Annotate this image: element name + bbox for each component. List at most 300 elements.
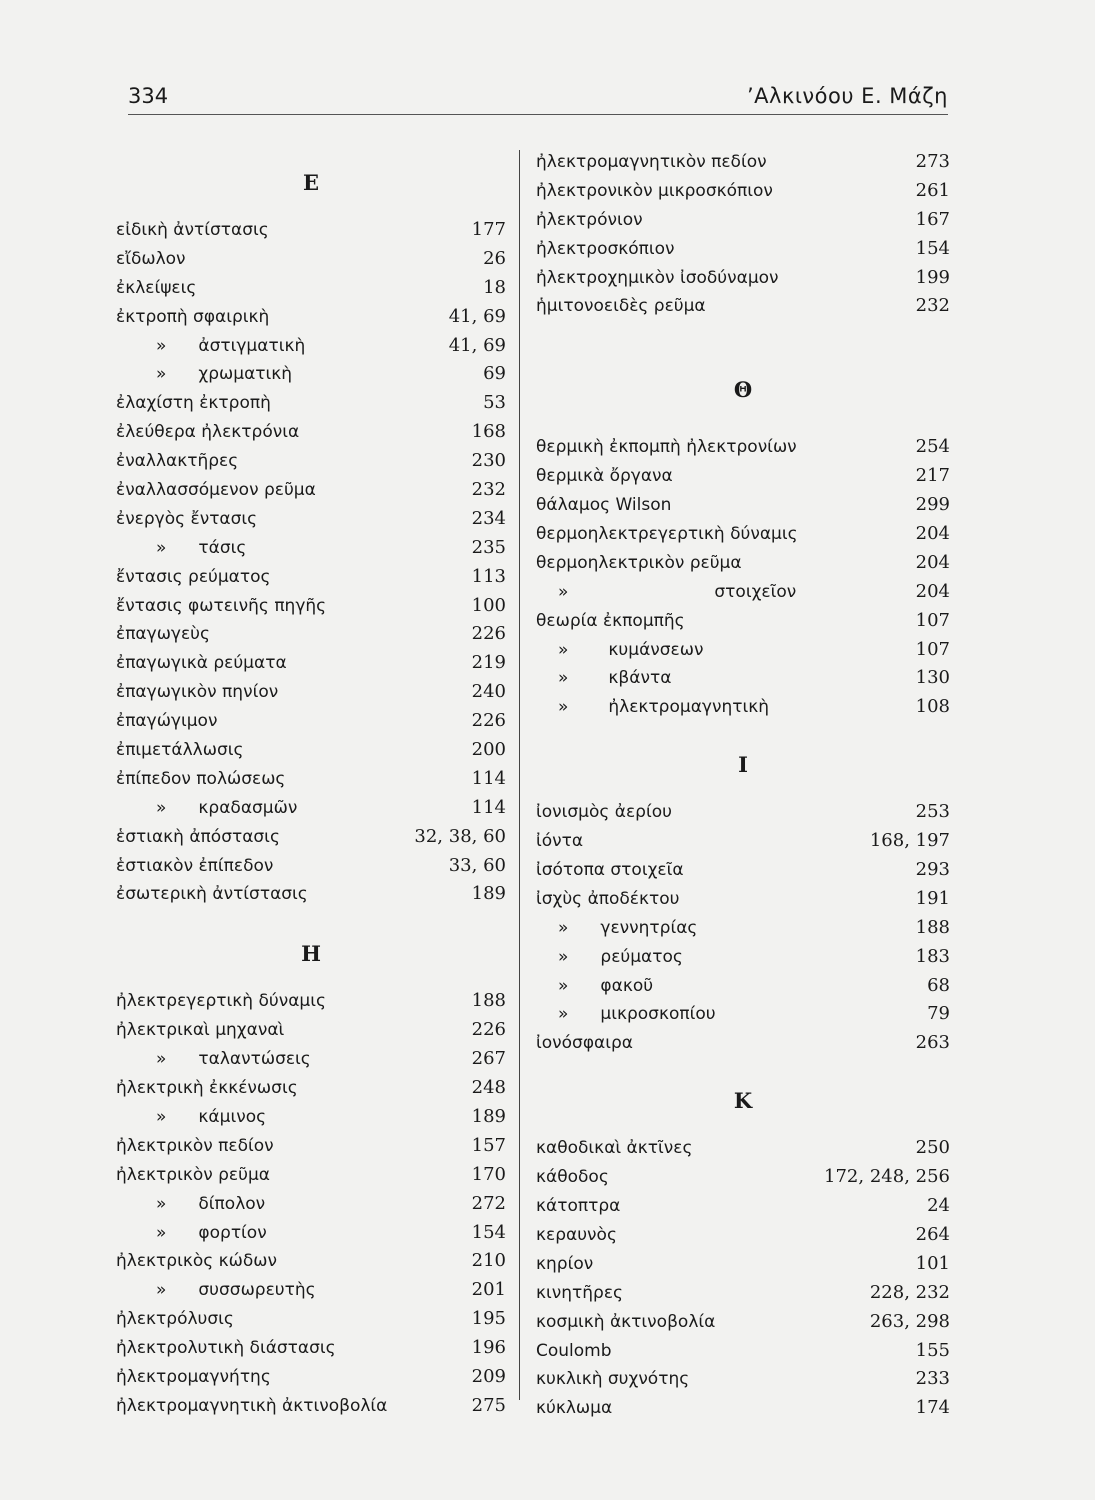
entry-pages: 100 bbox=[471, 594, 506, 616]
section-letter: Ι bbox=[738, 751, 748, 777]
entry-pages: 254 bbox=[915, 436, 950, 458]
entry-pages: 263, 298 bbox=[869, 1310, 950, 1332]
entry-term-group bbox=[536, 177, 773, 206]
entry-pages: 69 bbox=[483, 363, 506, 385]
index-entry bbox=[536, 1000, 950, 1029]
index-entry bbox=[536, 1221, 950, 1250]
index-entry bbox=[536, 264, 950, 293]
entry-pages: 233 bbox=[915, 1368, 950, 1390]
entry-pages: 167 bbox=[915, 208, 950, 230]
index-entry bbox=[116, 1161, 506, 1190]
entry-term: ἠλεκτρικὸν πεδίον bbox=[116, 1135, 274, 1156]
index-entry bbox=[116, 736, 506, 765]
index-entry bbox=[536, 491, 950, 520]
entry-term: ἐλεύθερα ἠλεκτρόνια bbox=[116, 422, 300, 443]
entry-pages: 204 bbox=[915, 523, 950, 545]
entry-term-group bbox=[116, 505, 257, 534]
ditto-mark: » bbox=[156, 1193, 167, 1214]
index-entry bbox=[536, 1029, 950, 1058]
index-entry bbox=[116, 765, 506, 794]
index-entry bbox=[536, 1337, 950, 1366]
index-entry bbox=[536, 433, 950, 462]
entry-term: φακοῦ bbox=[600, 975, 654, 996]
entry-pages: 68 bbox=[927, 974, 950, 996]
index-entry bbox=[536, 1250, 950, 1279]
entry-term-group bbox=[536, 491, 671, 520]
entry-pages: 189 bbox=[471, 1105, 506, 1127]
entry-term: ἔντασις ρεύματος bbox=[116, 566, 271, 587]
entry-term-group bbox=[536, 1279, 623, 1308]
entry-term: θάλαμος Wilson bbox=[536, 495, 672, 516]
entry-term-group bbox=[116, 880, 308, 909]
index-entry bbox=[536, 856, 950, 885]
ditto-mark: » bbox=[156, 797, 167, 818]
ditto-mark: » bbox=[558, 668, 569, 689]
entry-term-group bbox=[536, 1250, 593, 1279]
entry-term: ἐπαγωγικὸν πηνίον bbox=[116, 682, 279, 703]
entry-pages: 168, 197 bbox=[869, 830, 950, 852]
index-entry bbox=[536, 1134, 950, 1163]
entry-term: κεραυνὸς bbox=[536, 1224, 617, 1245]
entry-term: ἀστιγματικὴ bbox=[198, 335, 306, 356]
index-entry bbox=[536, 1279, 950, 1308]
entry-pages: 209 bbox=[471, 1365, 506, 1387]
index-entry bbox=[116, 1334, 506, 1363]
index-entry bbox=[116, 476, 506, 505]
entry-term: ἑστιακὸν ἐπίπεδον bbox=[116, 855, 274, 876]
index-entry bbox=[536, 943, 950, 972]
entry-term-group bbox=[536, 856, 684, 885]
entry-pages: 204 bbox=[915, 551, 950, 573]
entry-pages: 18 bbox=[483, 276, 506, 298]
entry-term: εἰδικὴ ἀντίστασις bbox=[116, 220, 269, 240]
entry-term: ταλαντώσεις bbox=[198, 1049, 311, 1070]
entry-term-group bbox=[558, 914, 697, 943]
ditto-mark: » bbox=[156, 364, 167, 385]
entry-pages: 235 bbox=[471, 536, 506, 558]
index-entry bbox=[116, 1392, 506, 1421]
entry-term-group bbox=[536, 433, 797, 462]
entry-term-group bbox=[536, 827, 583, 856]
index-entry bbox=[116, 1103, 506, 1132]
entry-term-group bbox=[156, 1190, 265, 1219]
ditto-mark: » bbox=[156, 335, 167, 356]
entry-term-group bbox=[558, 578, 796, 607]
index-entry bbox=[116, 1363, 506, 1392]
entry-pages: 272 bbox=[471, 1192, 506, 1214]
entry-pages: 232 bbox=[915, 295, 950, 317]
entry-term-group bbox=[116, 1392, 387, 1421]
entry-pages: 108 bbox=[915, 696, 950, 718]
entry-pages: 26 bbox=[483, 247, 506, 269]
entry-pages: 200 bbox=[471, 739, 506, 761]
index-column-right bbox=[536, 148, 950, 1423]
entry-term-group bbox=[536, 1365, 689, 1394]
entry-term: ἐκλείψεις bbox=[116, 277, 197, 298]
entry-term-group bbox=[116, 274, 196, 303]
entry-term: κυκλικὴ συχνότης bbox=[536, 1369, 690, 1390]
entry-term-group bbox=[536, 1163, 609, 1192]
entry-pages: 267 bbox=[471, 1048, 506, 1070]
entry-term: ρεύματος bbox=[600, 946, 683, 967]
entry-term: ἠλεκτρομαγνητικὴ bbox=[608, 697, 770, 718]
ditto-mark: » bbox=[156, 1222, 167, 1243]
index-entry bbox=[116, 707, 506, 736]
entry-term-group bbox=[536, 292, 706, 321]
entry-pages: 240 bbox=[471, 681, 506, 703]
index-entry bbox=[536, 177, 950, 206]
index-column-left bbox=[116, 148, 506, 1421]
entry-term: ἑστιακὴ ἀπόστασις bbox=[116, 826, 280, 847]
index-entry bbox=[536, 1163, 950, 1192]
entry-term-group bbox=[116, 649, 287, 678]
section-letter: Θ bbox=[733, 376, 753, 402]
entry-term: γεννητρίας bbox=[600, 917, 698, 938]
index-entry bbox=[116, 987, 506, 1016]
entry-pages: 226 bbox=[471, 1019, 506, 1041]
entry-pages: 253 bbox=[915, 801, 950, 823]
entry-term: θερμοηλεκτρεγερτικὴ δύναμις bbox=[536, 524, 798, 545]
entry-term-group bbox=[156, 534, 246, 563]
entry-term-group bbox=[536, 549, 742, 578]
entry-term-group bbox=[116, 707, 217, 736]
entry-term-group bbox=[116, 447, 238, 476]
index-entry bbox=[536, 972, 950, 1001]
index-entry bbox=[536, 1365, 950, 1394]
entry-term-group bbox=[536, 235, 675, 264]
entry-term: ἐναλλασσόμενον ρεῦμα bbox=[116, 480, 316, 501]
entry-term: ἠλεκτρεγερτικὴ δύναμις bbox=[116, 991, 326, 1012]
entry-term: ἠλεκτρονικὸν μικροσκόπιον bbox=[536, 180, 773, 201]
entry-pages: 157 bbox=[471, 1134, 506, 1156]
entry-term: ἠλεκτρολυτικὴ διάστασις bbox=[116, 1338, 336, 1359]
index-entry bbox=[116, 274, 506, 303]
entry-pages: 174 bbox=[915, 1397, 950, 1419]
entry-pages: 196 bbox=[471, 1337, 506, 1359]
entry-term-group bbox=[116, 736, 243, 765]
entry-pages: 188 bbox=[471, 990, 506, 1012]
section-letter: Κ bbox=[733, 1087, 753, 1113]
index-entry bbox=[536, 520, 950, 549]
entry-pages: 168 bbox=[471, 421, 506, 443]
index-entry bbox=[536, 578, 950, 607]
entry-term: τάσις bbox=[198, 537, 247, 558]
entry-term: ἠλεκτροσκόπιον bbox=[536, 238, 675, 259]
entry-term: κηρίον bbox=[536, 1253, 594, 1274]
entry-term-group bbox=[536, 148, 767, 177]
entry-pages: 155 bbox=[915, 1339, 950, 1361]
entry-term: θερμοηλεκτρικὸν ρεῦμα bbox=[536, 552, 742, 573]
entry-term: ἐπαγωγικὰ ρεύματα bbox=[116, 653, 287, 674]
entry-pages: 130 bbox=[915, 667, 950, 689]
ditto-mark: » bbox=[558, 917, 569, 938]
entry-term: ἠλεκτρόλυσις bbox=[116, 1309, 234, 1330]
index-entry bbox=[116, 447, 506, 476]
entry-term-group bbox=[536, 1394, 612, 1423]
index-entry bbox=[116, 534, 506, 563]
entry-term: στοιχεῖον bbox=[714, 581, 797, 602]
index-entry bbox=[116, 592, 506, 621]
entry-term-group bbox=[156, 1045, 311, 1074]
index-entry bbox=[536, 462, 950, 491]
entry-pages: 191 bbox=[915, 887, 950, 909]
entry-pages: 226 bbox=[471, 623, 506, 645]
entry-term: ἐναλλακτῆρες bbox=[116, 451, 239, 472]
page-header bbox=[128, 84, 948, 115]
entry-term: ἠλεκτρικὸν ρεῦμα bbox=[116, 1164, 270, 1185]
index-entry bbox=[116, 678, 506, 707]
entry-term-group bbox=[116, 1161, 270, 1190]
entry-term: ἐπιμετάλλωσις bbox=[116, 740, 244, 761]
entry-term-group bbox=[116, 1305, 234, 1334]
entry-term: ἐνεργὸς ἔντασις bbox=[116, 508, 258, 529]
entry-term-group bbox=[536, 1337, 612, 1366]
entry-term: ἠλεκτρομαγνήτης bbox=[116, 1366, 271, 1387]
entry-term: θερμικὰ ὄργανα bbox=[536, 466, 673, 487]
entry-term: δίπολον bbox=[198, 1193, 266, 1214]
entry-pages: 210 bbox=[471, 1250, 506, 1272]
index-entry bbox=[116, 1305, 506, 1334]
entry-term-group bbox=[536, 798, 672, 827]
ditto-mark: » bbox=[156, 1280, 167, 1301]
entry-term: Coulomb bbox=[536, 1340, 612, 1361]
entry-term-group bbox=[116, 678, 278, 707]
entry-term-group bbox=[116, 592, 326, 621]
index-entry bbox=[116, 505, 506, 534]
entry-term-group bbox=[156, 1219, 267, 1248]
entry-term-group bbox=[116, 476, 316, 505]
entry-term: ἰονισμὸς ἀερίου bbox=[536, 802, 672, 823]
entry-term-group bbox=[156, 360, 292, 389]
entry-pages: 177 bbox=[471, 219, 506, 240]
entry-term-group bbox=[536, 1192, 620, 1221]
entry-term-group bbox=[536, 1134, 692, 1163]
entry-pages: 107 bbox=[915, 638, 950, 660]
entry-term: κβάντα bbox=[608, 668, 672, 689]
entry-pages: 273 bbox=[915, 151, 950, 172]
entry-pages: 101 bbox=[915, 1252, 950, 1274]
index-entry bbox=[536, 549, 950, 578]
entry-term: κάμινος bbox=[198, 1106, 267, 1127]
section-letter: Ε bbox=[302, 169, 319, 195]
entry-term: κάθοδος bbox=[536, 1167, 609, 1188]
entry-pages: 299 bbox=[915, 494, 950, 516]
index-entry bbox=[116, 1045, 506, 1074]
entry-term: συσσωρευτὴς bbox=[198, 1280, 316, 1301]
ditto-mark: » bbox=[558, 639, 569, 660]
entry-term: μικροσκοπίου bbox=[600, 1004, 716, 1025]
entry-term-group bbox=[116, 1363, 271, 1392]
page-number: 334 bbox=[128, 84, 169, 108]
entry-term: ἡμιτονοειδὲς ρεῦμα bbox=[536, 296, 706, 317]
index-entry bbox=[116, 649, 506, 678]
index-entry bbox=[536, 885, 950, 914]
entry-term-group bbox=[116, 563, 271, 592]
entry-term-group bbox=[536, 520, 798, 549]
entry-term: ἐπαγώγιμον bbox=[116, 711, 218, 732]
entry-pages: 234 bbox=[471, 507, 506, 529]
index-section bbox=[116, 919, 506, 1420]
index-entry bbox=[116, 563, 506, 592]
index-entry bbox=[536, 607, 950, 636]
running-title: ’Αλκινόου Ε. Μάζη bbox=[746, 84, 948, 108]
entry-pages: 204 bbox=[915, 580, 950, 602]
entry-pages: 201 bbox=[471, 1279, 506, 1301]
entry-term-group bbox=[156, 332, 305, 361]
entry-term-group bbox=[536, 885, 680, 914]
entry-term-group bbox=[558, 693, 769, 722]
entry-term-group bbox=[116, 620, 210, 649]
entry-term-group bbox=[116, 1132, 274, 1161]
entry-pages: 41, 69 bbox=[448, 334, 506, 356]
index-entry bbox=[116, 880, 506, 909]
entry-pages: 228, 232 bbox=[869, 1281, 950, 1303]
ditto-mark: » bbox=[558, 581, 569, 602]
index-entry bbox=[116, 1074, 506, 1103]
entry-term-group bbox=[116, 245, 186, 274]
entry-pages: 293 bbox=[915, 859, 950, 881]
entry-term-group bbox=[116, 389, 271, 418]
index-entry bbox=[116, 620, 506, 649]
ditto-mark: » bbox=[558, 946, 569, 967]
index-entry bbox=[116, 360, 506, 389]
entry-term-group bbox=[558, 972, 653, 1001]
index-entry bbox=[116, 823, 506, 852]
entry-pages: 154 bbox=[915, 237, 950, 259]
entry-pages: 183 bbox=[915, 945, 950, 967]
entry-pages: 32, 38, 60 bbox=[414, 825, 506, 847]
entry-term: ἐπαγωγεὺς bbox=[116, 624, 210, 645]
entry-term: κάτοπτρα bbox=[536, 1196, 621, 1217]
entry-pages: 53 bbox=[483, 392, 506, 414]
index-entry bbox=[116, 1219, 506, 1248]
ditto-mark: » bbox=[156, 537, 167, 558]
index-entry bbox=[116, 389, 506, 418]
index-entry bbox=[116, 1276, 506, 1305]
entry-term-group bbox=[116, 1016, 284, 1045]
index-section bbox=[536, 345, 950, 722]
entry-pages: 113 bbox=[471, 565, 506, 587]
entry-pages: 79 bbox=[927, 1003, 950, 1025]
index-entry bbox=[536, 1192, 950, 1221]
entry-pages: 107 bbox=[915, 609, 950, 631]
entry-pages: 195 bbox=[471, 1308, 506, 1330]
index-entry bbox=[116, 794, 506, 823]
entry-term-group bbox=[558, 664, 671, 693]
index-entry bbox=[536, 292, 950, 321]
index-entry bbox=[116, 245, 506, 274]
index-entry bbox=[536, 1394, 950, 1423]
index-entry bbox=[116, 303, 506, 332]
entry-pages: 263 bbox=[915, 1032, 950, 1054]
ditto-mark: » bbox=[558, 975, 569, 996]
entry-term-group bbox=[558, 1000, 716, 1029]
entry-term-group bbox=[558, 943, 683, 972]
index-entry bbox=[536, 148, 950, 177]
entry-term: χρωματικὴ bbox=[198, 364, 293, 385]
entry-term-group bbox=[156, 794, 297, 823]
index-entry bbox=[116, 1190, 506, 1219]
entry-term-group bbox=[536, 1308, 715, 1337]
entry-term: φορτίον bbox=[198, 1222, 267, 1243]
entry-term: ἠλεκτρικὸς κώδων bbox=[116, 1251, 278, 1272]
index-entry bbox=[536, 636, 950, 665]
entry-term-group bbox=[116, 852, 273, 881]
entry-pages: 41, 69 bbox=[448, 305, 506, 327]
index-entry bbox=[536, 664, 950, 693]
entry-pages: 248 bbox=[471, 1077, 506, 1099]
entry-pages: 114 bbox=[471, 767, 506, 789]
entry-term: ἐπίπεδον πολώσεως bbox=[116, 768, 286, 789]
index-entry bbox=[116, 1132, 506, 1161]
entry-term-group bbox=[536, 264, 779, 293]
entry-term: ἠλεκτρόνιον bbox=[536, 209, 643, 230]
entry-pages: 33, 60 bbox=[448, 854, 506, 876]
entry-pages: 261 bbox=[915, 179, 950, 201]
entry-term-group bbox=[156, 1103, 266, 1132]
ditto-mark: » bbox=[156, 1049, 167, 1070]
entry-pages: 250 bbox=[915, 1137, 950, 1159]
entry-pages: 217 bbox=[915, 465, 950, 487]
index-entry bbox=[116, 1016, 506, 1045]
entry-pages: 264 bbox=[915, 1223, 950, 1245]
section-letter: Η bbox=[301, 940, 321, 966]
entry-pages: 199 bbox=[915, 266, 950, 288]
index-section bbox=[536, 1066, 950, 1423]
entry-term: ἠλεκτροχημικὸν ἰσοδύναμον bbox=[536, 267, 779, 288]
entry-pages: 226 bbox=[471, 710, 506, 732]
index-entry bbox=[536, 693, 950, 722]
index-section bbox=[536, 148, 950, 321]
entry-term: θερμικὴ ἐκπομπὴ ἠλεκτρονίων bbox=[536, 437, 797, 458]
entry-term-group bbox=[536, 1029, 633, 1058]
entry-term-group bbox=[116, 216, 269, 245]
entry-term: κινητῆρες bbox=[536, 1282, 624, 1303]
entry-pages: 188 bbox=[915, 916, 950, 938]
entry-term-group bbox=[558, 636, 703, 665]
entry-term-group bbox=[116, 765, 285, 794]
entry-pages: 219 bbox=[471, 652, 506, 674]
index-entry bbox=[536, 206, 950, 235]
entry-term: ἔντασις φωτεινῆς πηγῆς bbox=[116, 595, 327, 616]
entry-pages: 114 bbox=[471, 796, 506, 818]
entry-term: ἠλεκτρομαγνητικὴ ἀκτινοβολία bbox=[116, 1395, 388, 1416]
entry-term-group bbox=[536, 1221, 617, 1250]
entry-term: ἐσωτερικὴ ἀντίστασις bbox=[116, 884, 308, 905]
entry-term: καθοδικαὶ ἀκτῖνες bbox=[536, 1138, 693, 1159]
entry-term-group bbox=[116, 1074, 298, 1103]
entry-term-group bbox=[156, 1276, 316, 1305]
index-entry bbox=[116, 1247, 506, 1276]
ditto-mark: » bbox=[558, 697, 569, 718]
index-section bbox=[536, 730, 950, 1058]
entry-pages: 275 bbox=[471, 1394, 506, 1416]
ditto-mark: » bbox=[156, 1106, 167, 1127]
entry-pages: 24 bbox=[927, 1195, 950, 1217]
entry-pages: 189 bbox=[471, 883, 506, 905]
entry-term: ἰσότοπα στοιχεῖα bbox=[536, 860, 684, 881]
index-entry bbox=[536, 827, 950, 856]
index-entry bbox=[116, 216, 506, 245]
entry-term-group bbox=[116, 1334, 336, 1363]
entry-term: ἠλεκτρομαγνητικὸν πεδίον bbox=[536, 152, 767, 172]
entry-pages: 170 bbox=[471, 1163, 506, 1185]
entry-pages: 172, 248, 256 bbox=[824, 1166, 950, 1188]
entry-pages: 232 bbox=[471, 479, 506, 501]
entry-term: ἰσχὺς ἀποδέκτου bbox=[536, 888, 680, 909]
entry-term-group bbox=[116, 987, 326, 1016]
entry-term-group bbox=[116, 823, 280, 852]
